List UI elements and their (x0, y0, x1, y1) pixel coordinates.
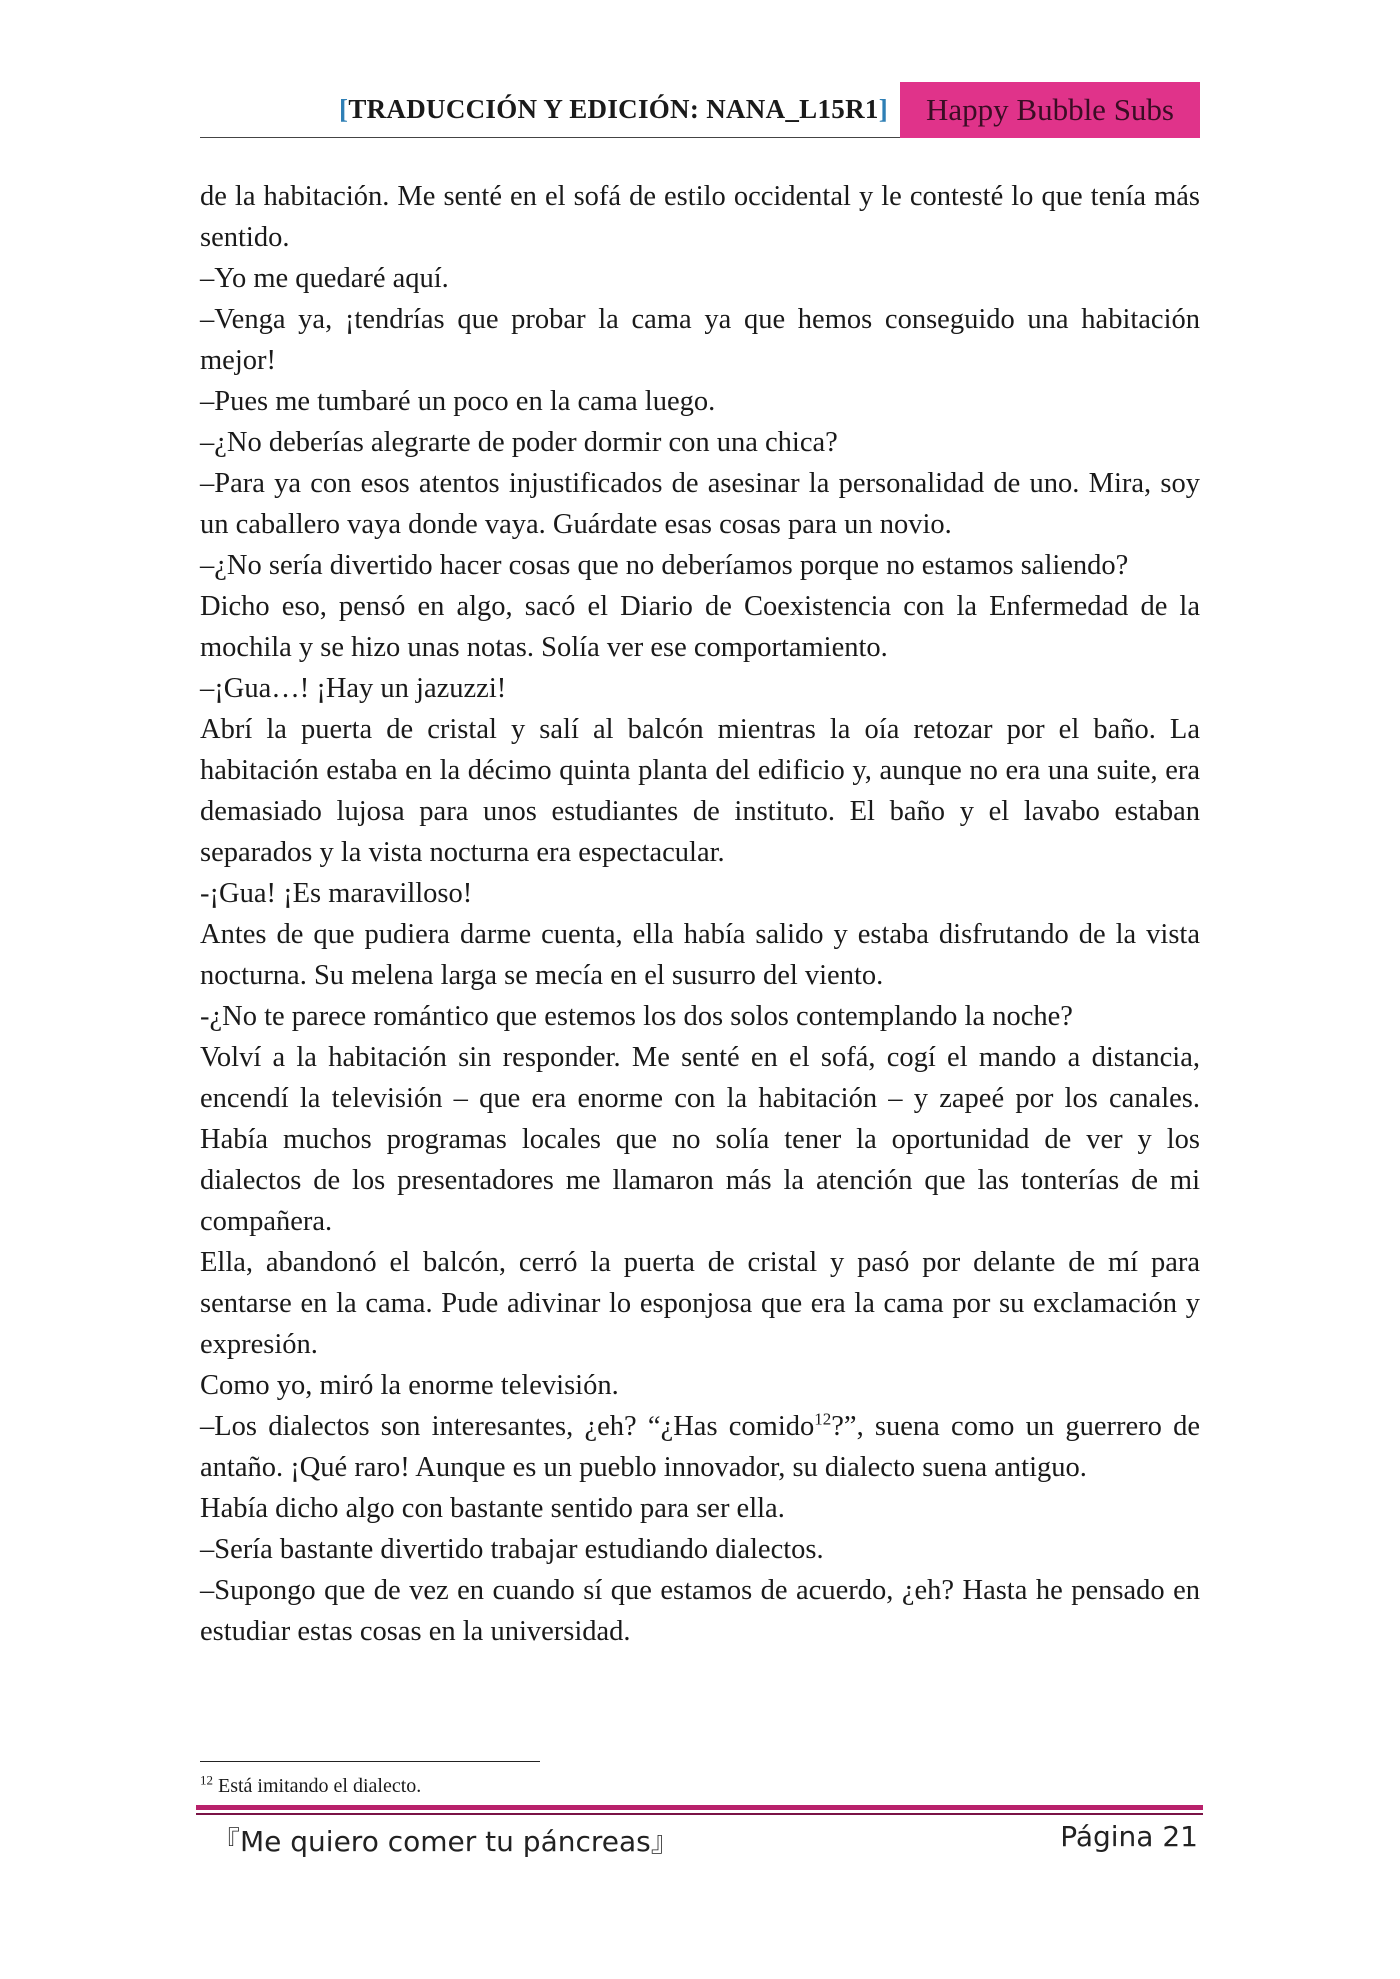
paragraph: Abrí la puerta de cristal y salí al balcón mientras la oía retozar por el baño. La habitación estaba en la décimo quinta planta del edificio y, aunque no era una suite, era demasiado lujosa para unos estudiantes de instituto. El baño y el lavabo estaban separados y la vista nocturna era espectacular. (200, 714, 1200, 868)
paragraph: –Venga ya, ¡tendrías que probar la cama ya que hemos conseguido una habitación mejor! (200, 304, 1200, 376)
footnote (200, 1772, 422, 1798)
paragraph: Dicho eso, pensó en algo, sacó el Diario de Coexistencia con la Enfermedad de la mochila y se hizo unas notas. Solía ver ese comportamiento. (200, 591, 1200, 663)
paragraph: –Supongo que de vez en cuando sí que estamos de acuerdo, ¿eh? Hasta he pensado en estudiar estas cosas en la universidad. (200, 1575, 1200, 1647)
bracket-close: ] (878, 94, 888, 124)
bracket-open: [ (339, 94, 349, 124)
footnote-text: Está imitando el dialecto. (218, 1775, 422, 1797)
paragraph: –Pues me tumbaré un poco en la cama luego. (200, 386, 716, 417)
paragraph: Ella, abandonó el balcón, cerró la puerta de cristal y pasó por delante de mí para sentarse en la cama. Pude adivinar lo esponjosa que era la cama por su exclamación y expresión. (200, 1247, 1200, 1360)
paragraph: Antes de que pudiera darme cuenta, ella había salido y estaba disfrutando de la vista nocturna. Su melena larga se mecía en el susurro del viento. (200, 919, 1200, 991)
paragraph: -¿No te parece romántico que estemos los dos solos contemplando la noche? (200, 1001, 1073, 1032)
paragraph: –Sería bastante divertido trabajar estudiando dialectos. (200, 1534, 824, 1565)
paragraph: -¡Gua! ¡Es maravilloso! (200, 878, 473, 909)
dialect-text-before: –Los dialectos son interesantes, ¿eh? “¿Has comido (200, 1411, 815, 1442)
footer-divider-thick (196, 1805, 1203, 1810)
page-body (200, 176, 1200, 1652)
paragraph: –¿No sería divertido hacer cosas que no deberíamos porque no estamos saliendo? (200, 550, 1129, 581)
paragraph: –¿No deberías alegrarte de poder dormir con una chica? (200, 427, 838, 458)
paragraph: Como yo, miró la enorme televisión. (200, 1370, 619, 1401)
translation-credit (339, 94, 888, 125)
dialect-text-after: ?”, suena como un guerrero de antaño. ¡Qué raro! Aunque es un pueblo innovador, su dialecto suena antiguo. (200, 1411, 1200, 1483)
credit-text: TRADUCCIÓN Y EDICIÓN: NANA_L15R1 (348, 94, 879, 124)
footnote-reference[interactable]: 12 (814, 1409, 832, 1429)
page-number: Página 21 (1060, 1820, 1198, 1853)
paragraph-with-footnote (200, 1406, 1200, 1488)
header-divider (200, 137, 900, 138)
brand-label: Happy Bubble Subs (900, 82, 1200, 138)
paragraph: Volví a la habitación sin responder. Me senté en el sofá, cogí el mando a distancia, encendí la televisión – que era enorme con la habitación – y zapeé por los canales. Había muchos programas locales que no solía tener la oportunidad de ver y los dialectos de los presentadores me llamaron más la atención que las tonterías de mi compañera. (200, 1042, 1200, 1237)
paragraph: de la habitación. Me senté en el sofá de estilo occidental y le contesté lo que tenía más sentido. (200, 181, 1200, 253)
footnote-number: 12 (200, 1772, 213, 1788)
paragraph: –Para ya con esos atentos injustificados de asesinar la personalidad de uno. Mira, soy un caballero vaya donde vaya. Guárdate esas cosas para un novio. (200, 468, 1200, 540)
footnote-divider (200, 1761, 540, 1762)
paragraph: –¡Gua…! ¡Hay un jazuzzi! (200, 673, 507, 704)
book-title: 『Me quiero comer tu páncreas』 (212, 1825, 679, 1858)
paragraph: –Yo me quedaré aquí. (200, 263, 449, 294)
paragraph: Había dicho algo con bastante sentido para ser ella. (200, 1493, 785, 1524)
footer-divider-thin (196, 1813, 1203, 1815)
page-header (200, 82, 1200, 138)
